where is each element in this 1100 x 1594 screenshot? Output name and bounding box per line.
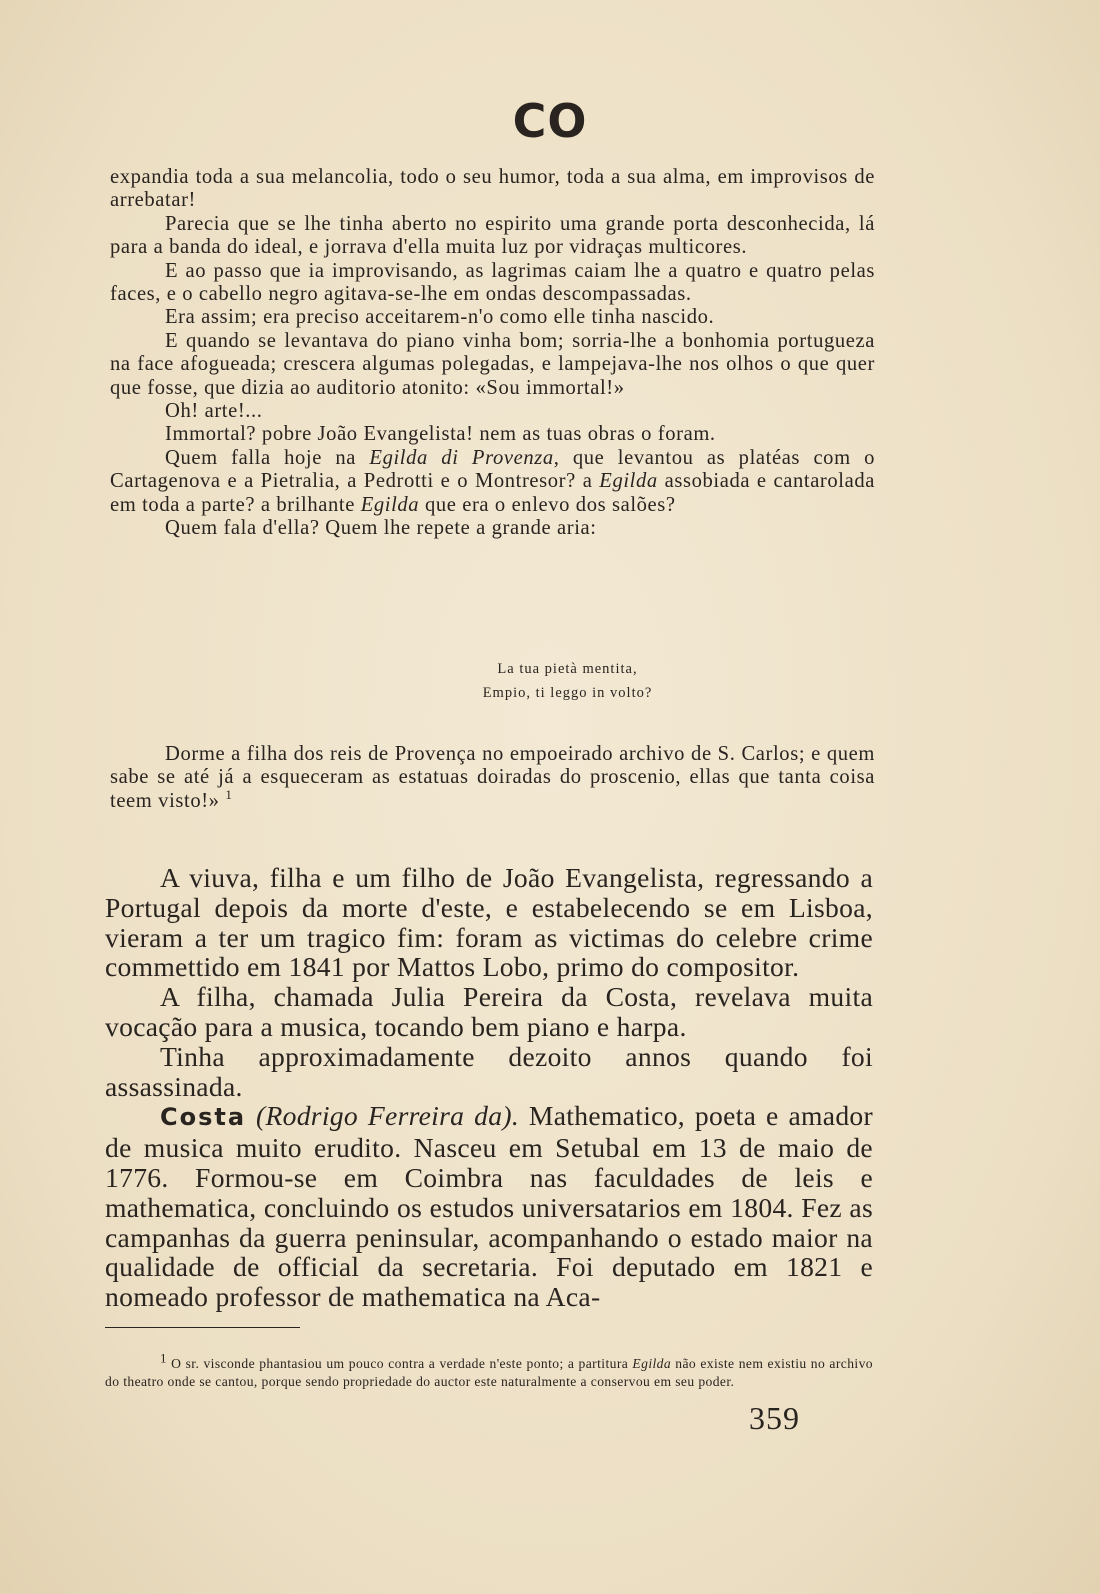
verse-line-2: Empio, ti leggo in volto? [482,685,653,701]
quote-paragraph-3: E ao passo que ia improvisando, as lagrimas caiam lhe a quatro e quatro pelas faces, e o cabello negro agitava-se-lhe em ondas descompassadas. [110,259,875,306]
quote-paragraph-7: Immortal? pobre João Evangelista! nem as tuas obras o foram. [165,423,716,446]
page-number: 359 [749,1400,800,1436]
body-paragraph-3: Tinha approximadamente dezoito annos quando foi assassinada. [105,1040,873,1102]
dictionary-entry-costa [105,1101,873,1312]
entry-subtitle: (Rodrigo Ferreira da). [255,1100,520,1132]
quoted-passage [110,166,875,541]
body-paragraph-2: A filha, chamada Julia Pereira da Costa, revelava muita vocação para a musica, tocando bem piano e harpa. [105,981,873,1042]
quote-paragraph-5: E quando se levantava do piano vinha bom; sorria-lhe a bonhomia portugueza na face afogueada; crescera algumas polegadas, e lampejava-lhe nos olhos o que quer que fosse, que dizia ao auditorio atonito: «Sou immortal!» [110,329,875,399]
verse-line-1: La tua pietà mentita, [497,661,638,677]
footnote-reference: 1 [225,786,233,802]
quote-p8-text-a: Quem falla hoje na [165,446,370,469]
quote-p10-text: Dorme a filha dos reis de Provença no empoeirado archivo de S. Carlos; e quem sabe se até já a esqueceram as estatuas doiradas do proscenio, ellas que tanta coisa teem visto!» [110,743,875,812]
quote-p8-text-d: que era o enlevo dos salões? [419,493,676,516]
running-head: CO [512,94,588,148]
quote-p8-text-b: , que levantou as platéas com o Cartagenova e a Pietralia, a Pedrotti e o Montresor? a [110,446,875,493]
quote-paragraph-10 [110,743,875,813]
quote-paragraph-8 [110,447,875,517]
quote-paragraph-2: Parecia que se lhe tinha aberto no espirito uma grande porta desconhecida, lá para a banda do ideal, e jorrava d'ella muita luz por vidraças multicores. [110,212,875,259]
footnote-opera-title: Egilda [632,1356,672,1371]
footnote [105,1350,873,1390]
footnote-number: 1 [160,1350,167,1366]
footnote-text-a: O sr. visconde phantasiou um pouco contra a verdade n'este ponto; a partitura [166,1356,633,1371]
quoted-passage-end [110,743,875,813]
footnote-paragraph [105,1350,873,1390]
aria-verse [0,657,1100,705]
opera-title-egilda: Egilda [599,470,658,493]
quote-paragraph-6: Oh! arte!... [165,400,263,423]
entry-headword: Costa [160,1103,247,1132]
main-text [105,863,873,1312]
quote-p8-text-c: assobiada e cantarolada em toda a parte? a brilhante [110,470,875,516]
quote-paragraph-9: Quem fala d'ella? Quem lhe repete a grande aria: [165,517,597,540]
quote-paragraph-4: Era assim; era preciso acceitarem-n'o como elle tinha nascido. [165,306,715,329]
body-paragraph-1: A viuva, filha e um filho de João Evangelista, regressando a Portugal depois da morte d'este, e estabelecendo se em Lisboa, vieram a ter um tragico fim: foram as victimas do celebre crime commettido em 1841 por Mattos Lobo, primo do compositor. [105,862,873,983]
opera-title-egilda-2: Egilda [360,493,420,516]
footnote-text-b: não existe nem existiu no archivo do theatro onde se cantou, porque sendo propriedade do auctor este naturalmente a conservou em seu poder. [105,1356,873,1389]
quote-paragraph-1: expandia toda a sua melancolia, todo o seu humor, toda a sua alma, em improvisos de arrebatar! [110,166,875,212]
opera-title-egilda-di-provenza: Egilda di Provenza [369,446,554,469]
footnote-divider [105,1327,300,1328]
entry-text: Mathematico, poeta e amador de musica muito erudito. Nasceu em Setubal em 13 de maio de 1776. Formou-se em Coimbra nas faculdades de leis e mathematica, concluindo os estudos universatarios em 1804. Fez as campanhas da guerra peninsular, acompanhando o estado maior na qualidade de official da secretaria. Foi deputado em 1821 e nomeado professor de mathematica na Aca- [105,1100,873,1313]
